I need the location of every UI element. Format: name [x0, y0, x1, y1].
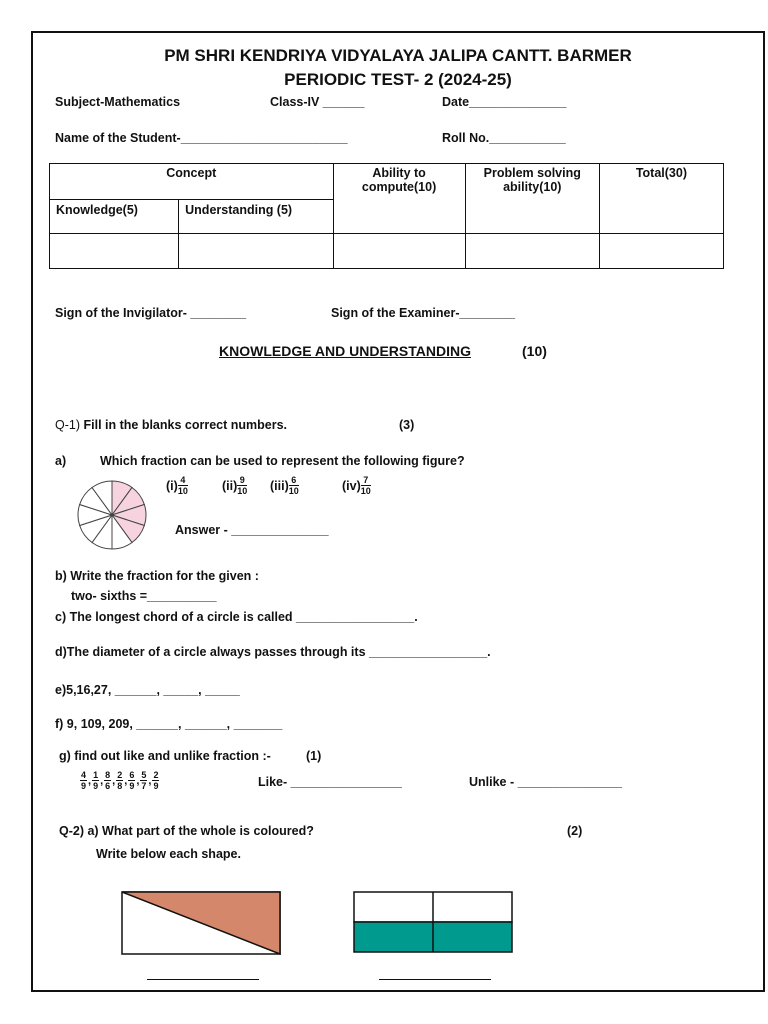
- knowledge-header: Knowledge(5): [50, 200, 179, 234]
- fraction-item: $\frac{8}{6}$: [105, 770, 111, 791]
- q2-marks: (2): [567, 824, 583, 838]
- fraction-item: $\frac{2}{8}$: [117, 770, 123, 791]
- total-score-cell[interactable]: [599, 234, 723, 269]
- triangle-shape: [121, 891, 283, 957]
- rectangle-shape: [353, 891, 515, 955]
- understanding-header: Understanding (5): [179, 200, 333, 234]
- examiner-sign: Sign of the Examiner-________: [331, 306, 516, 320]
- test-title: PERIODIC TEST- 2 (2024-25): [284, 70, 512, 89]
- problem-solving-header: Problem solving ability(10): [465, 164, 599, 234]
- total-header: Total(30): [599, 164, 723, 234]
- section-title: KNOWLEDGE AND UNDERSTANDING: [219, 343, 471, 359]
- q1-marks: (3): [399, 418, 415, 432]
- option-iv[interactable]: (iv) $\frac{7}{10}$: [342, 475, 371, 496]
- marks-table: [49, 163, 724, 269]
- q1d-text[interactable]: d)The diameter of a circle always passes through its _________________.: [55, 645, 491, 659]
- option-i[interactable]: (i) $\frac{4}{10}$: [166, 475, 188, 496]
- q1-label: Q-1): [55, 418, 80, 432]
- q1f-text[interactable]: f) 9, 109, 209, ______, ______, _______: [55, 717, 283, 731]
- knowledge-score-cell[interactable]: [50, 234, 179, 269]
- q1c-text[interactable]: c) The longest chord of a circle is called _________________.: [55, 610, 418, 624]
- pie-figure: [75, 478, 149, 552]
- fraction-separator: ,: [100, 774, 104, 787]
- date-label: Date______________: [442, 95, 567, 109]
- question-paper: [31, 31, 765, 992]
- subject-label: Subject-Mathematics: [55, 95, 181, 109]
- problem-solving-score-cell[interactable]: [465, 234, 599, 269]
- q1b-text: b) Write the fraction for the given :: [55, 569, 259, 583]
- fraction-list: [80, 770, 159, 791]
- q2-subtext: Write below each shape.: [96, 847, 241, 861]
- rectangle-answer-line[interactable]: [379, 979, 491, 980]
- q1g-marks: (1): [306, 749, 322, 763]
- fraction-separator: ,: [148, 774, 152, 787]
- q1a-label: a): [55, 454, 67, 468]
- fraction-item: $\frac{2}{9}$: [153, 770, 159, 791]
- fraction-separator: ,: [88, 774, 92, 787]
- unlike-blank[interactable]: Unlike - _______________: [469, 775, 622, 789]
- option-iii[interactable]: (iii) $\frac{6}{10}$: [270, 475, 299, 496]
- q1g-text: g) find out like and unlike fraction :-: [59, 749, 271, 763]
- section-marks: (10): [522, 343, 547, 359]
- student-name-label: Name of the Student-________________________: [55, 131, 348, 145]
- fraction-item: $\frac{6}{9}$: [129, 770, 135, 791]
- q1e-text[interactable]: e)5,16,27, ______, _____, _____: [55, 683, 240, 697]
- q2-text: Q-2) a) What part of the whole is coloured?: [59, 824, 314, 838]
- fraction-separator: ,: [124, 774, 128, 787]
- q1a-text: Which fraction can be used to represent the following figure?: [100, 454, 465, 468]
- fraction-separator: ,: [136, 774, 140, 787]
- compute-header: Ability to compute(10): [333, 164, 465, 234]
- q1-text: Fill in the blanks correct numbers.: [83, 418, 288, 432]
- q1a-answer[interactable]: Answer - ______________: [175, 523, 329, 537]
- invigilator-sign: Sign of the Invigilator- ________: [55, 306, 247, 320]
- understanding-score-cell[interactable]: [179, 234, 333, 269]
- fraction-item: $\frac{4}{9}$: [81, 770, 87, 791]
- fraction-item: $\frac{1}{9}$: [93, 770, 99, 791]
- fraction-separator: ,: [112, 774, 116, 787]
- triangle-answer-line[interactable]: [147, 979, 259, 980]
- q1b-blank[interactable]: two- sixths =__________: [71, 589, 217, 603]
- like-blank[interactable]: Like- ________________: [258, 775, 402, 789]
- fraction-options: [166, 475, 371, 496]
- q1-heading: [55, 418, 287, 432]
- option-ii[interactable]: (ii) $\frac{9}{10}$: [222, 475, 248, 496]
- school-name: PM SHRI KENDRIYA VIDYALAYA JALIPA CANTT. BARMER: [164, 46, 632, 65]
- compute-score-cell[interactable]: [333, 234, 465, 269]
- concept-header: Concept: [50, 164, 334, 200]
- class-label: Class-IV ______: [270, 95, 365, 109]
- roll-number-label: Roll No.___________: [442, 131, 566, 145]
- fraction-item: $\frac{5}{7}$: [141, 770, 147, 791]
